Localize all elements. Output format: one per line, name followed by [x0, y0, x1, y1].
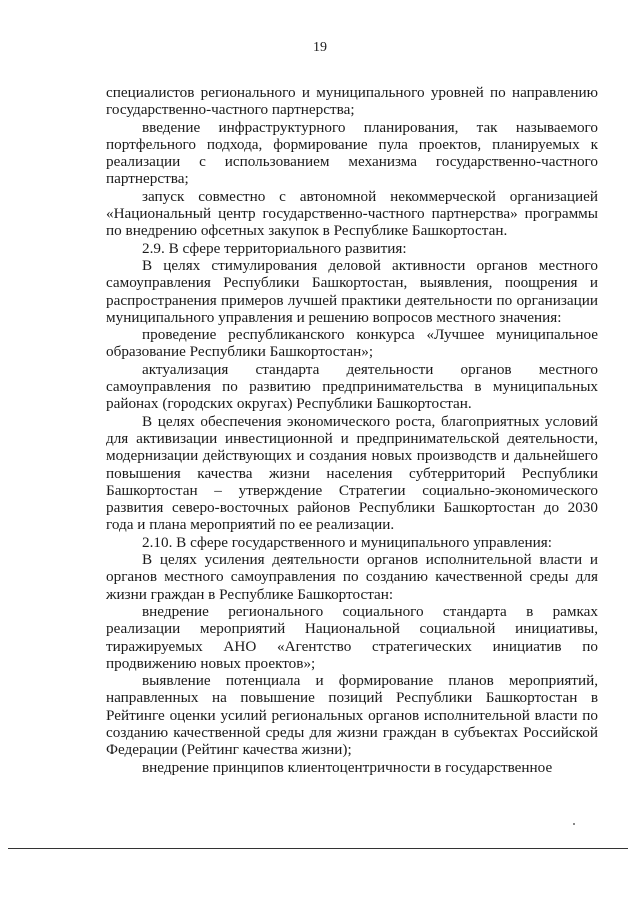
paragraph: внедрение регионального социального стандарта в рамках реализации мероприятий Национальной социальной инициативы, тиражируемых АНО «Агентство стратегических инициатив по продвижению новых проектов»;	[106, 602, 598, 672]
page-bottom-edge-line	[8, 848, 628, 849]
paragraph: В целях обеспечения экономического роста, благоприятных условий для активизации инвестиционной и предпринимательской деятельности, модернизации действующих и создания новых производств и дальнейшего повышения качества жизни населения субтерриторий Республики Башкортостан – утверждение Стратегии социально-экономического развития северо-восточных районов Республики Башкортостан до 2030 года и плана мероприятий по ее реализации.	[106, 412, 598, 534]
paragraph: актуализация стандарта деятельности органов местного самоуправления по развитию предпринимательства в муниципальных районах (городских округах) Республики Башкортостан.	[106, 360, 598, 413]
scan-speck	[573, 823, 575, 825]
paragraph: внедрение принципов клиентоцентричности в государственное	[142, 758, 553, 776]
paragraph: В целях усиления деятельности органов исполнительной власти и органов местного самоуправления по созданию качественной среды для жизни граждан в Республике Башкортостан:	[106, 551, 598, 603]
document-body	[106, 84, 598, 776]
paragraph: проведение республиканского конкурса «Лучшее муниципальное образование Республики Башкортостан»;	[106, 326, 598, 361]
section-heading: 2.10. В сфере государственного и муниципального управления:	[142, 533, 553, 551]
page-number: 19	[313, 40, 327, 55]
paragraph: введение инфраструктурного планирования, так называемого портфельного подхода, формирование пула проектов, планируемых к реализации с использованием механизма государственно-частного партнерства;	[106, 118, 598, 188]
paragraph: специалистов регионального и муниципального уровней по направлению государственно-частного партнерства;	[106, 84, 598, 119]
paragraph: выявление потенциала и формирование планов мероприятий, направленных на повышение позиций Республики Башкортостан в Рейтинге оценки усилий региональных органов исполнительной власти по созданию качественной среды для жизни граждан в субъектах Российской Федерации (Рейтинг качества жизни);	[106, 672, 598, 759]
section-heading: 2.9. В сфере территориального развития:	[142, 239, 407, 257]
paragraph: запуск совместно с автономной некоммерческой организацией «Национальный центр государственно-частного партнерства» программы по внедрению офсетных закупок в Республике Башкортостан.	[106, 187, 598, 240]
paragraph: В целях стимулирования деловой активности органов местного самоуправления Республики Башкортостан, выявления, поощрения и распространения примеров лучшей практики деятельности по организации муниципального управления и решению вопросов местного значения:	[106, 256, 598, 326]
